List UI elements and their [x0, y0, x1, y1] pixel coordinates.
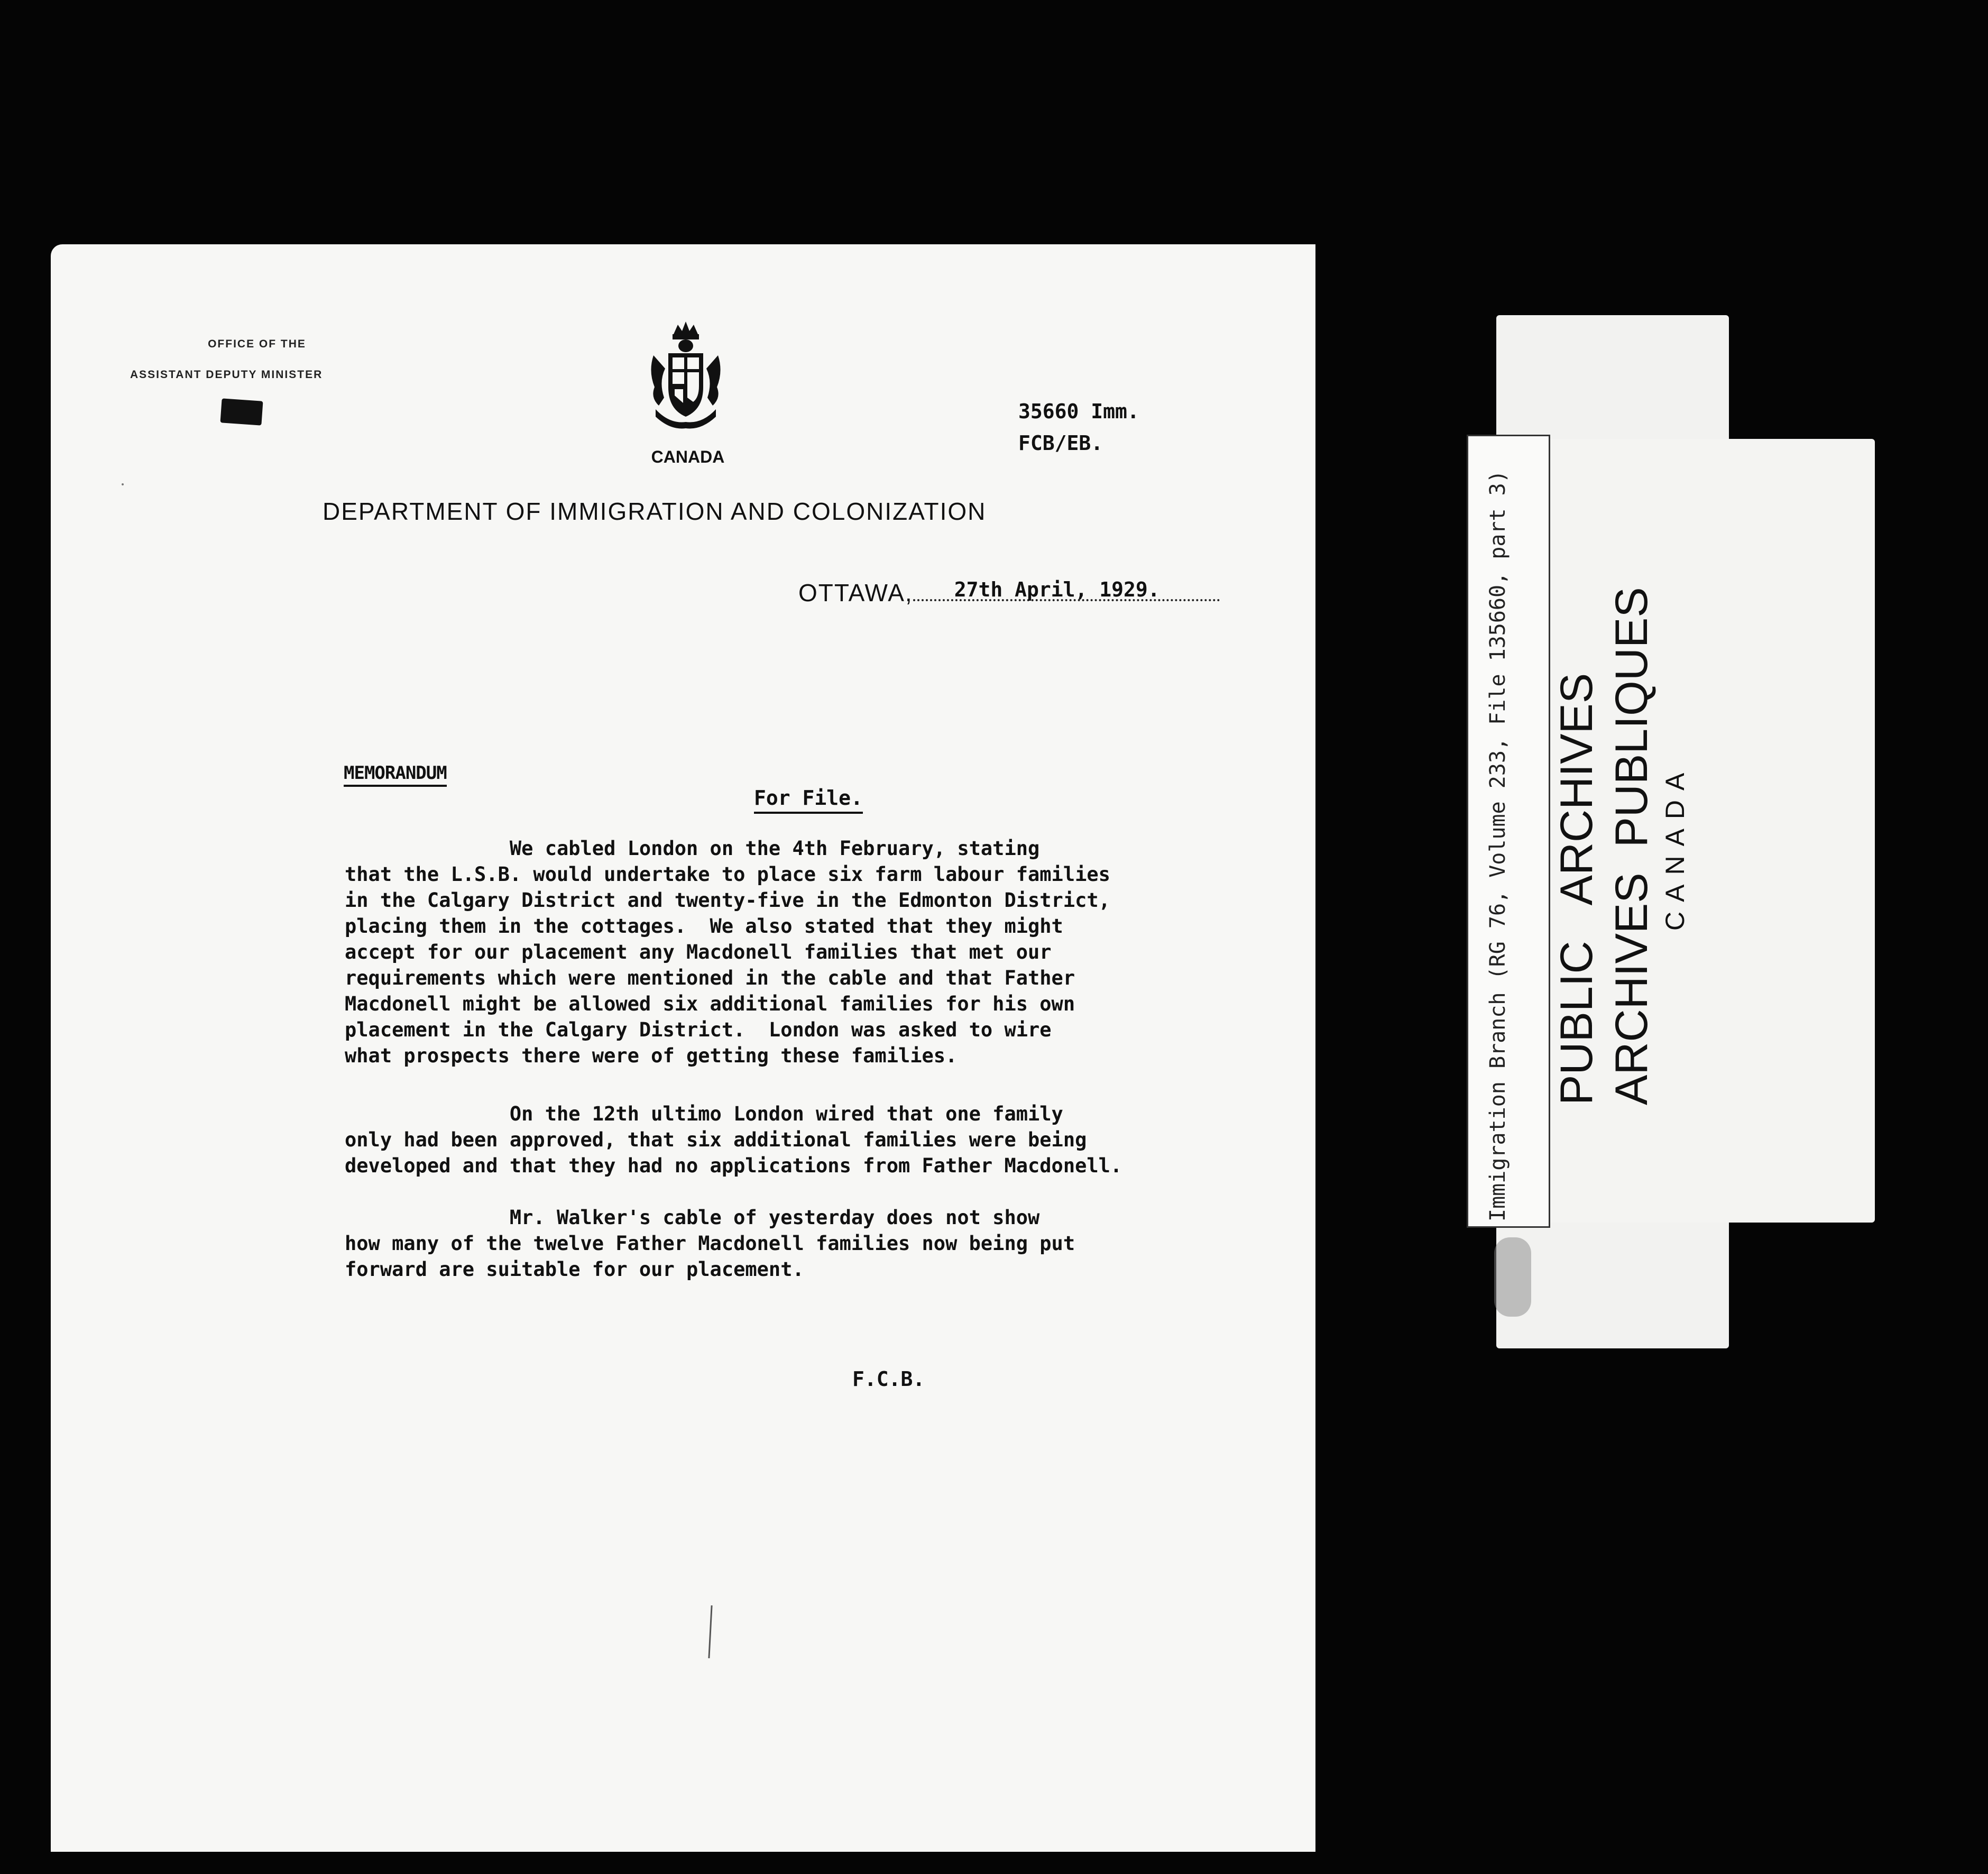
- memo-paragraph-1: [345, 835, 1296, 1069]
- file-number: 35660 Imm.: [1018, 400, 1139, 423]
- office-line-2: ASSISTANT DEPUTY MINISTER: [130, 369, 323, 381]
- archive-line-2: ARCHIVES PUBLIQUES: [1606, 587, 1657, 1105]
- file-reference: [1018, 396, 1139, 459]
- memo-document: [51, 244, 1315, 1852]
- archive-line-3: CANADA: [1660, 763, 1690, 931]
- dateline: [798, 578, 1220, 607]
- paragraph-line: We cabled London on the 4th February, stating: [345, 837, 1040, 860]
- archive-source-reference: Immigration Branch (RG 76, Volume 233, File 135660, part 3): [1486, 470, 1510, 1221]
- file-initials: FCB/EB.: [1018, 431, 1103, 455]
- paragraph-line: accept for our placement any Macdonell families that met our: [345, 941, 1052, 963]
- memo-paragraph-2: [345, 1101, 1296, 1179]
- coat-of-arms-icon: [643, 318, 729, 431]
- date-field: [913, 580, 1220, 601]
- crest-caption: CANADA: [651, 447, 725, 466]
- paragraph-line: how many of the twelve Father Macdonell families now being put: [345, 1232, 1075, 1255]
- dateline-date: 27th April, 1929.: [954, 578, 1160, 601]
- archive-line-1: PUBLIC ARCHIVES: [1551, 673, 1602, 1105]
- memo-paragraph-3: [345, 1205, 1296, 1282]
- paragraph-line: only had been approved, that six additional families were being: [345, 1128, 1087, 1151]
- paragraph-line: requirements which were mentioned in the cable and that Father: [345, 967, 1075, 989]
- signature-initials: F.C.B.: [852, 1367, 925, 1391]
- paper-speck: [122, 483, 124, 485]
- ink-blot: [220, 398, 263, 425]
- office-heading: [130, 329, 379, 390]
- paragraph-line: developed and that they had no applications from Father Macdonell.: [345, 1154, 1122, 1177]
- dateline-place: OTTAWA,: [798, 579, 913, 607]
- paragraph-line: placing them in the cottages. We also stated that they might: [345, 915, 1063, 938]
- memo-subheading: For File.: [754, 786, 863, 814]
- archive-stamp: [1549, 587, 1691, 1105]
- paragraph-line: placement in the Calgary District. London was asked to wire: [345, 1018, 1052, 1041]
- paragraph-line: that the L.S.B. would undertake to place six farm labour families: [345, 863, 1110, 886]
- memo-heading: MEMORANDUM: [344, 763, 447, 787]
- paragraph-line: in the Calgary District and twenty-five in the Edmonton District,: [345, 889, 1110, 912]
- card-shadow: [1494, 1237, 1531, 1317]
- office-line-1: OFFICE OF THE: [208, 338, 306, 350]
- paragraph-line: forward are suitable for our placement.: [345, 1258, 804, 1281]
- paragraph-line: what prospects there were of getting these families.: [345, 1044, 958, 1067]
- paragraph-line: Macdonell might be allowed six additional families for his own: [345, 993, 1075, 1015]
- pencil-mark: [708, 1605, 712, 1658]
- paragraph-line: On the 12th ultimo London wired that one family: [345, 1103, 1063, 1125]
- paragraph-line: Mr. Walker's cable of yesterday does not show: [345, 1206, 1040, 1229]
- department-title: DEPARTMENT OF IMMIGRATION AND COLONIZATION: [323, 498, 987, 525]
